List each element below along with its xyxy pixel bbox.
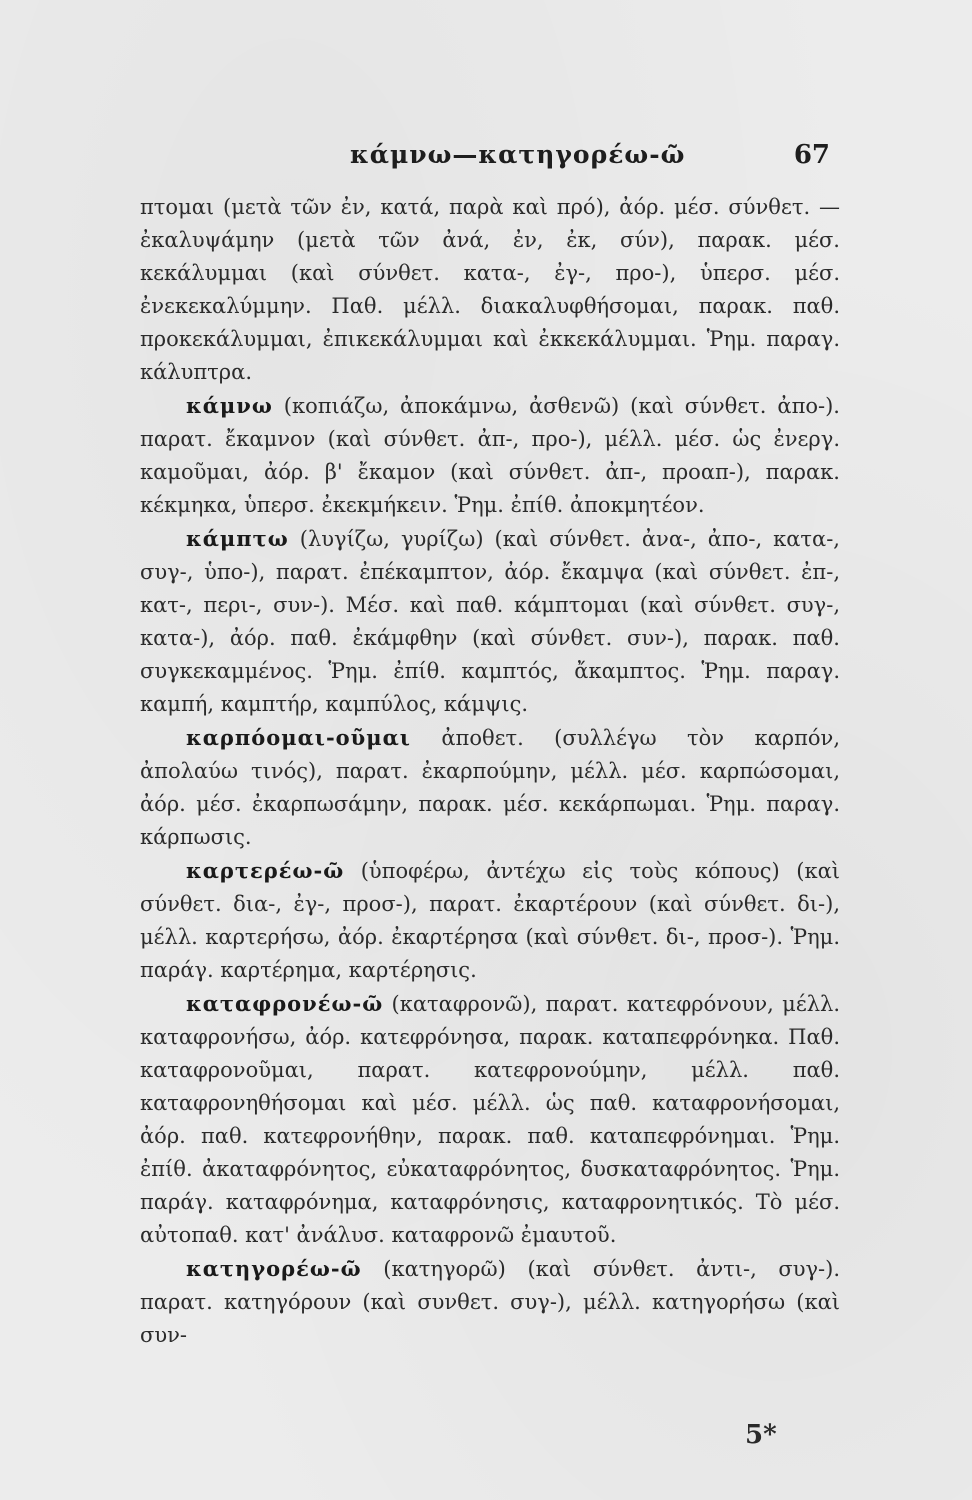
entry-lemma: καρπόομαι-οῦμαι <box>186 725 411 750</box>
entry-kamno <box>140 389 840 522</box>
entry-lemma: καταφρονέω-ῶ <box>186 991 384 1016</box>
dictionary-text <box>140 190 840 1352</box>
entry-text: (κατηγορῶ) (καὶ σύνθετ. ἀντι-, συγ-). παρατ. κατηγόρουν (καὶ συνθετ. συγ-), μέλλ. κατηγορήσω (καὶ συν- <box>140 1257 840 1347</box>
entry-lemma: κάμνω <box>186 393 273 418</box>
entry-kampto <box>140 522 840 721</box>
entry-text: πτομαι (μετὰ τῶν ἐν, κατά, παρὰ καὶ πρό), ἀόρ. μέσ. σύνθετ. — ἐκαλυψάμην (μετὰ τῶν ἀνά, ἐν, ἐκ, σύν), παρακ. μέσ. κεκάλυμμαι (καὶ σύνθετ. κατα-, ἐγ-, προ-), ὑπερσ. μέσ. ἐνεκεκαλύμμην. Παθ. μέλλ. διακαλυφθήσομαι, παρακ. παθ. προκεκάλυμμαι, ἐπικεκάλυμμαι καὶ ἐκκεκάλυμμαι. Ῥημ. παραγ. κάλυπτρα. <box>140 195 840 384</box>
entry-text: (λυγίζω, γυρίζω) (καὶ σύνθετ. ἀνα-, ἀπο-, κατα-, συγ-, ὑπο-), παρατ. ἐπέκαμπτον, ἀόρ. ἔκαμψα (καὶ σύνθετ. ἐπ-, κατ-, περι-, συν-). Μέσ. καὶ παθ. κάμπτομαι (καὶ σύνθετ. συγ-, κατα-), ἀόρ. παθ. ἐκάμφθην (καὶ σύνθετ. συν-), παρακ. παθ. συγκεκαμμένος. Ῥημ. ἐπίθ. καμπτός, ἄκαμπτος. Ῥημ. παραγ. καμπή, καμπτήρ, καμπύλος, κάμψις. <box>140 527 840 716</box>
entry-lemma: κατηγορέω-ῶ <box>186 1256 362 1281</box>
entry-text: (καταφρονῶ), παρατ. κατεφρόνουν, μέλλ. καταφρονήσω, ἀόρ. κατεφρόνησα, παρακ. καταπεφρόνηκα. Παθ. καταφρονοῦμαι, παρατ. κατεφρονούμην, μέλλ. παθ. καταφρονηθήσομαι καὶ μέσ. μέλλ. ὡς παθ. καταφρονήσομαι, ἀόρ. παθ. κατεφρονήθην, παρακ. παθ. καταπεφρόνημαι. Ῥημ. ἐπίθ. ἀκαταφρόνητος, εὐκαταφρόνητος, δυσκαταφρόνητος. Ῥημ. παράγ. καταφρόνημα, καταφρόνησις, καταφρονητικός. Τὸ μέσ. αὐτοπαθ. κατ' ἀνάλυσ. καταφρονῶ ἐμαυτοῦ. <box>140 992 840 1247</box>
entry-kataphroneo <box>140 987 840 1252</box>
entry-kartereo <box>140 854 840 987</box>
running-head: κάμνω—κατηγορέω-ῶ <box>350 140 686 169</box>
signature-mark: 5* <box>745 1420 777 1450</box>
entry-karpoomai <box>140 721 840 854</box>
entry-text: (κοπιάζω, ἀποκάμνω, ἀσθενῶ) (καὶ σύνθετ. ἀπο-). παρατ. ἔκαμνον (καὶ σύνθετ. ἀπ-, προ-), μέλλ. μέσ. ὡς ἐνεργ. καμοῦμαι, ἀόρ. β' ἔκαμον (καὶ σύνθετ. ἀπ-, προαπ-), παρακ. κέκμηκα, ὑπερσ. ἐκεκμήκειν. Ῥημ. ἐπίθ. ἀποκμητέον. <box>140 394 840 517</box>
entry-kategoreo <box>140 1252 840 1352</box>
entry-lemma: κάμπτω <box>186 526 289 551</box>
entry-continuation <box>140 190 840 389</box>
entry-text: ἀποθετ. (συλλέγω τὸν καρπόν, ἀπολαύω τινός), παρατ. ἐκαρπούμην, μέλλ. μέσ. καρπώσομαι, ἀόρ. μέσ. ἐκαρπωσάμην, παρακ. μέσ. κεκάρπωμαι. Ῥημ. παραγ. κάρπωσις. <box>140 726 840 849</box>
page-number: 67 <box>793 140 830 170</box>
entry-text: (ὑποφέρω, ἀντέχω εἰς τοὺς κόπους) (καὶ σύνθετ. δια-, ἐγ-, προσ-), παρατ. ἐκαρτέρουν (καὶ σύνθετ. δι-), μέλλ. καρτερήσω, ἀόρ. ἐκαρτέρησα (καὶ σύνθετ. δι-, προσ-). Ῥημ. παράγ. καρτέρημα, καρτέρησις. <box>140 859 840 982</box>
page-header <box>140 140 830 180</box>
entry-lemma: καρτερέω-ῶ <box>186 858 345 883</box>
